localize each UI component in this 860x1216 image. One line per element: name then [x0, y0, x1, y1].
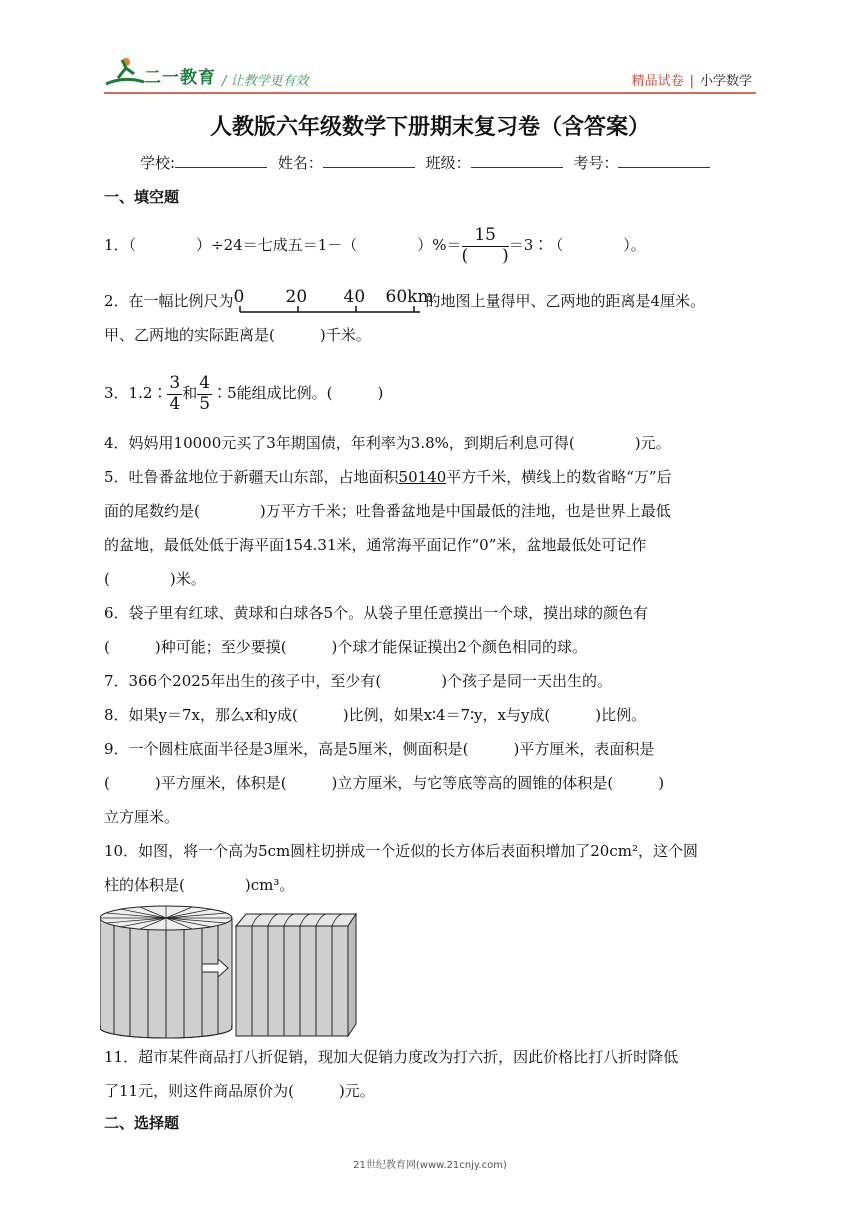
q3-fraction-1	[167, 374, 182, 414]
q5-line-1a: 5．吐鲁番盆地位于新疆天山东部，占地面积	[104, 468, 399, 486]
q1-fraction	[462, 226, 509, 266]
question-1	[104, 226, 764, 266]
logo-text: 二一教育	[144, 68, 216, 88]
question-4: 4．妈妈用10000元买了3年期国债，年利率为3.8%，到期后利息可得( )元。	[104, 434, 671, 452]
q3-f1-numerator: 3	[169, 373, 181, 393]
question-11	[104, 1040, 764, 1108]
q6-line-1: 6．袋子里有红球、黄球和白球各5个。从袋子里任意摸出一个球，摸出球的颜色有	[104, 604, 649, 622]
q2-text-b: 的地图上量得甲、乙两地的距离是4厘米。	[425, 292, 706, 310]
question-6	[104, 596, 764, 664]
school-label: 学校:	[140, 154, 176, 172]
number-label: 考号：	[573, 154, 619, 172]
scale-label-0: 0	[233, 287, 245, 307]
header-divider	[104, 92, 756, 94]
scale-label-60km: 60km	[385, 287, 434, 307]
q3-mid: 和	[182, 384, 198, 403]
q5-line-1b: 平方千米，横线上的数省略“万”后	[446, 468, 672, 486]
q3-f2-denominator: 5	[199, 393, 211, 414]
q6-line-2: ( )种可能；至少要摸( )个球才能保证摸出2个颜色相同的球。	[104, 638, 587, 656]
section-choice-title: 二、选择题	[104, 1114, 180, 1132]
q1-text-b: ＝3∶（ ）。	[508, 236, 646, 255]
subject-label: 小学数学	[699, 74, 752, 89]
q5-line-3: 的盆地，最低处低于海平面154.31米，通常海平面记作“0”米，盆地最低处可记作	[104, 536, 647, 554]
q11-line-1: 11．超市某件商品打八折促销，现加大促销力度改为打六折，因此价格比打八折时降低	[104, 1048, 679, 1066]
q3-text-a: 3．1.2∶	[104, 384, 168, 403]
q9-line-3: 立方厘米。	[104, 808, 180, 826]
school-blank[interactable]	[175, 153, 267, 168]
q1-text-a: 1．（ ）÷24＝七成五＝1－（ ）%＝	[104, 236, 462, 255]
section-fill-title: 一、填空题	[104, 188, 180, 206]
name-label: 姓名：	[277, 154, 323, 172]
cuboid-icon	[236, 914, 356, 1036]
question-3	[104, 374, 764, 414]
q11-line-2: 了11元，则这件商品原价为( )元。	[104, 1082, 375, 1100]
q10-line-2: 柱的体积是( )cm³。	[104, 876, 295, 894]
question-8: 8．如果y＝7x，那么x和y成( )比例，如果x∶4＝7∶y，x与y成( )比例。	[104, 706, 647, 724]
number-blank[interactable]	[618, 153, 710, 168]
class-label: 班级：	[425, 154, 471, 172]
question-5	[104, 460, 764, 596]
class-blank[interactable]	[471, 153, 563, 168]
question-10	[104, 834, 764, 902]
q5-underlined-number: 50140	[398, 468, 447, 486]
page-header	[0, 0, 860, 100]
q3-text-b: ∶5能组成比例。( )	[212, 384, 384, 403]
q2-text-a: 2．在一幅比例尺为	[104, 292, 234, 310]
header-separator: |	[689, 74, 694, 89]
name-blank[interactable]	[323, 153, 415, 168]
q5-line-2: 面的尾数约是( )万平方千米；吐鲁番盆地是中国最低的洼地，也是世界上最低	[104, 502, 671, 520]
slogan: / 让教学更有效	[222, 74, 309, 89]
scale-label-20: 20	[285, 287, 308, 307]
question-2	[104, 284, 764, 352]
q1-denominator: ( )	[461, 245, 509, 266]
q3-f2-numerator: 4	[199, 373, 211, 393]
scale-bar	[233, 284, 434, 318]
q9-line-2: ( )平方厘米，体积是( )立方厘米，与它等底等高的圆锥的体积是( )	[104, 774, 665, 792]
q3-f1-denominator: 4	[169, 393, 181, 414]
student-info	[140, 152, 716, 173]
cuboid-figure	[232, 910, 360, 1040]
q2-line-2: 甲、乙两地的实际距离是( )千米。	[104, 326, 371, 344]
page-footer: 21世纪教育网(www.21cnjy.com)	[353, 1160, 507, 1171]
header-right	[632, 70, 752, 89]
q3-fraction-2	[197, 374, 212, 414]
q1-numerator: 15	[462, 226, 509, 247]
question-9	[104, 732, 764, 834]
q5-line-4: ( )米。	[104, 570, 206, 588]
q10-line-1: 10．如图，将一个高为5cm圆柱切拼成一个近似的长方体后表面积增加了20cm²，这个圆	[104, 842, 698, 860]
scale-label-40: 40	[343, 287, 366, 307]
q9-line-1: 9．一个圆柱底面半径是3厘米，高是5厘米，侧面积是( )平方厘米，表面积是	[104, 740, 655, 758]
question-7: 7．366个2025年出生的孩子中，至少有( )个孩子是同一天出生的。	[104, 672, 613, 690]
page-title: 人教版六年级数学下册期末复习卷（含答案）	[209, 115, 650, 140]
tag-label: 精品试卷	[631, 74, 684, 89]
